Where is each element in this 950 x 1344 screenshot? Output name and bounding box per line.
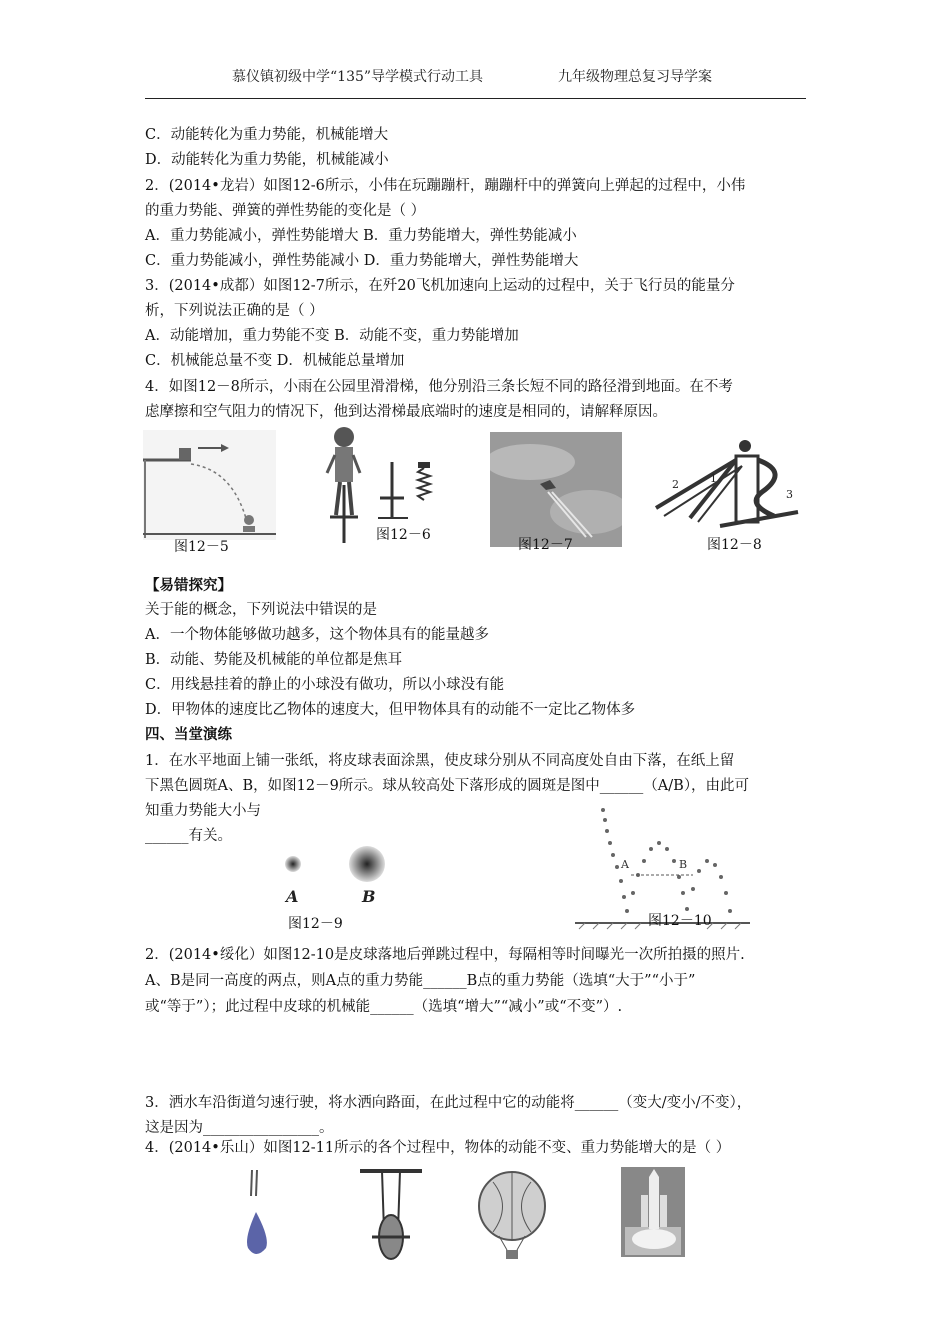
figure-12-7-jet [490,432,622,547]
caption-12-9: 图12－9 [288,916,343,932]
s4-q1-line4: ______有关。 [145,828,232,844]
svg-text:3: 3 [786,488,793,501]
figure-12-9 [276,840,396,910]
s4-q2-line1: 2．(2014•绥化）如图12-10是皮球落地后弹跳过程中，每隔相等时间曝光一次所拍摄的照片. [145,947,745,963]
q4-line1: 4．如图12－8所示，小雨在公园里滑滑梯，他分别沿三条长短不同的路径滑到地面。在不考 [145,379,733,395]
s4-q2-line3: 或“等于”）；此过程中皮球的机械能______（选填“增大”“减小”或“不变”）. [145,999,623,1015]
section-easy-title: 【易错探究】 [145,577,232,594]
figure-12-5 [143,430,276,540]
q2-line2: 的重力势能、弹簧的弹性势能的变化是（ ） [145,203,426,219]
header-school: 慕仪镇初级中学“135”导学模式行动工具 [232,69,484,85]
easy-option-d: D．甲物体的速度比乙物体的速度大，但甲物体具有的动能不一定比乙物体多 [145,702,636,718]
figure-space-shuttle [621,1167,685,1257]
q3-line1: 3．(2014•成都）如图12-7所示，在歼20飞机加速向上运动的过程中，关于飞行员的能量分 [145,278,735,294]
easy-option-a: A．一个物体能够做功越多，这个物体具有的能量越多 [145,627,489,643]
s4-q1-line1: 1．在水平地面上铺一张纸，将皮球表面涂黑，使皮球分别从不同高度处自由下落，在纸上留 [145,753,735,769]
fig10-label-a: A [621,858,629,871]
q2-line1: 2．(2014•龙岩）如图12-6所示，小伟在玩蹦蹦杆，蹦蹦杆中的弹簧向上弹起的过程中，小伟 [145,178,746,194]
s4-q3-line2: 这是因为________________。 [145,1120,334,1136]
fig10-label-b: B [679,858,688,871]
caption-12-7: 图12－7 [518,537,573,553]
easy-question: 关于能的概念，下列说法中错误的是 [145,602,377,618]
svg-text:1: 1 [710,472,717,485]
figure-pendulum-wheel [356,1165,426,1265]
fig9-label-a: A [286,887,299,906]
q3-options-ab: A．动能增加，重力势能不变 B．动能不变，重力势能增加 [145,328,519,344]
section-four-title: 四、当堂演练 [145,726,232,743]
header-divider [145,98,806,99]
caption-12-8: 图12－8 [707,537,762,553]
svg-text:2: 2 [672,478,679,491]
q2-options-cd: C．重力势能减小，弹性势能减小 D．重力势能增大，弹性势能增大 [145,253,579,269]
q3-line2: 析，下列说法正确的是（ ） [145,303,324,319]
easy-option-c: C．用线悬挂着的静止的小球没有做功，所以小球没有能 [145,677,505,693]
easy-option-b: B．动能、势能及机械能的单位都是焦耳 [145,652,403,668]
option-c: C．动能转化为重力势能，机械能增大 [145,127,389,143]
q2-options-ab: A．重力势能减小，弹性势能增大 B．重力势能增大，弹性势能减小 [145,228,577,244]
caption-12-5: 图12－5 [174,539,229,555]
s4-q2-line2: A、B是同一高度的两点，则A点的重力势能______B点的重力势能（选填“大于”“小于” [145,973,696,989]
option-d: D．动能转化为重力势能，机械能减小 [145,152,389,168]
fig9-label-b: B [362,887,376,906]
s4-q1-line2: 下黑色圆斑A、B，如图12－9所示。球从较高处下落形成的圆斑是图中______（A/B），由此可 [145,778,750,794]
q3-options-cd: C．机械能总量不变 D．机械能总量增加 [145,353,405,369]
figure-pogo-boy [322,425,367,545]
s4-q4-line1: 4．(2014•乐山）如图12-11所示的各个过程中，物体的动能不变、重力势能增大的是（ ） [145,1140,731,1156]
q4-line2: 虑摩擦和空气阻力的情况下，他到达滑梯最底端时的速度是相同的，请解释原因。 [145,404,667,420]
s4-q3-line1: 3．洒水车沿街道匀速行驶，将水洒向路面，在此过程中它的动能将______（变大/变小/不变）， [145,1095,752,1111]
s4-q1-line3: 知重力势能大小与 [145,803,261,819]
figure-12-8-slides [650,438,800,530]
figure-12-6-spring [378,458,438,520]
caption-12-10: 图12－10 [648,913,712,929]
figure-water-drop [240,1168,272,1260]
figure-hot-air-balloon [473,1170,551,1262]
header-course: 九年级物理总复习导学案 [558,69,712,85]
caption-12-6: 图12－6 [376,527,431,543]
